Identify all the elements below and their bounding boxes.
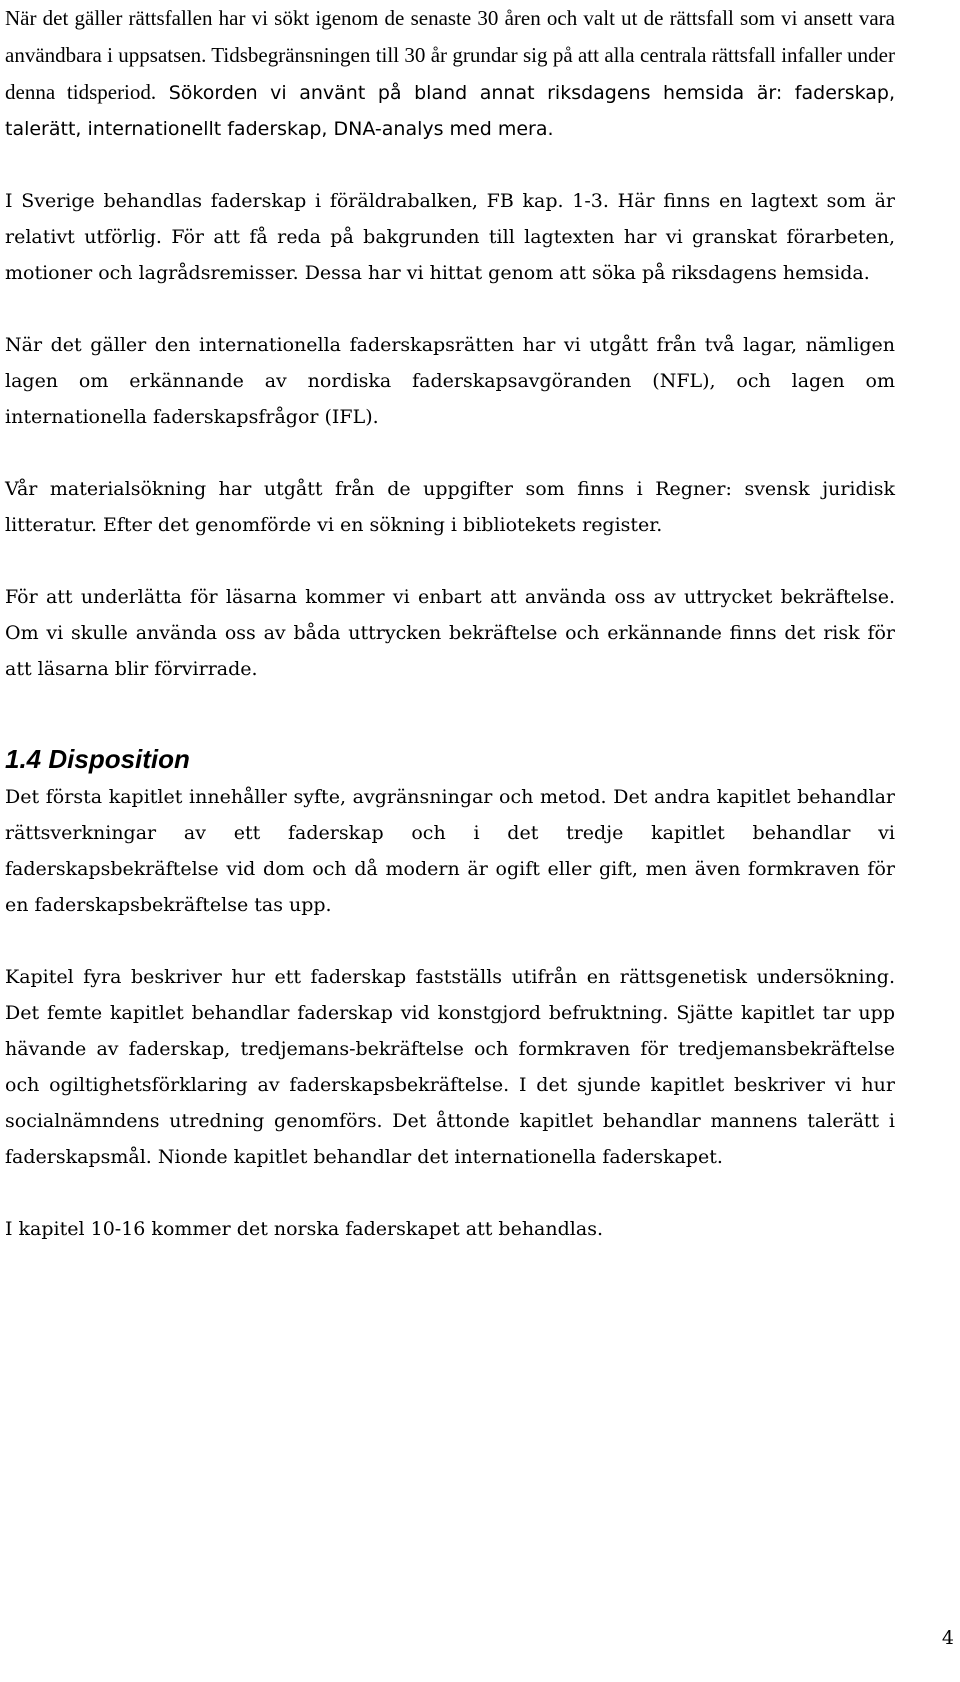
- document-page: [5, 0, 895, 1247]
- paragraph-terminology: För att underlätta för läsarna kommer vi enbart att använda oss av uttrycket bekräftelse. Om vi skulle använda oss av båda uttrycken bekräftelse och erkännande finns det risk för att läsarna blir förvirrade.: [5, 586, 895, 680]
- paragraph-disposition-1: Det första kapitlet innehåller syfte, avgränsningar och metod. Det andra kapitlet behandlar rättsverkningar av ett faderskap och i det tredje kapitlet behandlar vi faderskapsbekräftelse vid dom och då modern är ogift eller gift, men även formkraven för en faderskapsbekräftelse tas upp.: [5, 786, 895, 916]
- section-spacer: [5, 723, 895, 739]
- paragraph-swedish-law: I Sverige behandlas faderskap i föräldrabalken, FB kap. 1-3. Här finns en lagtext som är relativt utförlig. För att få reda på bakgrunden till lagtexten har vi granskat förarbeten, motioner och lagrådsremisser. Dessa har vi hittat genom att söka på riksdagens hemsida.: [5, 190, 895, 284]
- paragraph-spacer: [5, 435, 895, 471]
- paragraph-spacer: [5, 543, 895, 579]
- page-number: 4: [941, 1627, 954, 1649]
- paragraph-legal-cases-text: När det gäller rättsfallen har vi sökt igenom de senaste 30 åren och valt ut de rättsfall som vi ansett vara användbara i uppsatsen. Tidsbegränsningen till 30 år grundar sig på att alla centrala rättsfall infaller under denna tidsperiod.: [5, 6, 895, 104]
- section-heading: 1.4 Disposition: [5, 744, 190, 774]
- paragraph-disposition-3: I kapitel 10-16 kommer det norska faderskapet att behandlas.: [5, 1218, 603, 1240]
- paragraph-spacer: [5, 923, 895, 959]
- paragraph-disposition-2: Kapitel fyra beskriver hur ett faderskap fastställs utifrån en rättsgenetisk undersökning. Det femte kapitlet behandlar faderskap vid konstgjord befruktning. Sjätte kapitlet tar upp hävande av faderskap, tredjemans-bekräftelse och formkraven för tredjemansbekräftelse och ogiltighetsförklaring av faderskapsbekräftelse. I det sjunde kapitlet beskriver vi hur socialnämndens utredning genomförs. Det åttonde kapitlet behandlar mannens talerätt i faderskapsmål. Nionde kapitlet behandlar det internationella faderskapet.: [5, 966, 895, 1168]
- paragraph-spacer: [5, 291, 895, 327]
- paragraph-international-law: När det gäller den internationella faderskapsrätten har vi utgått från två lagar, nämligen lagen om erkännande av nordiska faderskapsavgöranden (NFL), och lagen om internationella faderskapsfrågor (IFL).: [5, 334, 895, 428]
- paragraph-sources-intro: [5, 0, 895, 147]
- paragraph-spacer: [5, 147, 895, 183]
- paragraph-material-search: Vår materialsökning har utgått från de uppgifter som finns i Regner: svensk juridisk litteratur. Efter det genomförde vi en sökning i bibliotekets register.: [5, 478, 895, 536]
- paragraph-spacer: [5, 687, 895, 723]
- paragraph-spacer: [5, 1175, 895, 1211]
- paragraph-search-terms-text: Sökorden vi använt på bland annat riksdagens hemsida är: faderskap, talerätt, internationellt faderskap, DNA-analys med mera.: [5, 82, 895, 140]
